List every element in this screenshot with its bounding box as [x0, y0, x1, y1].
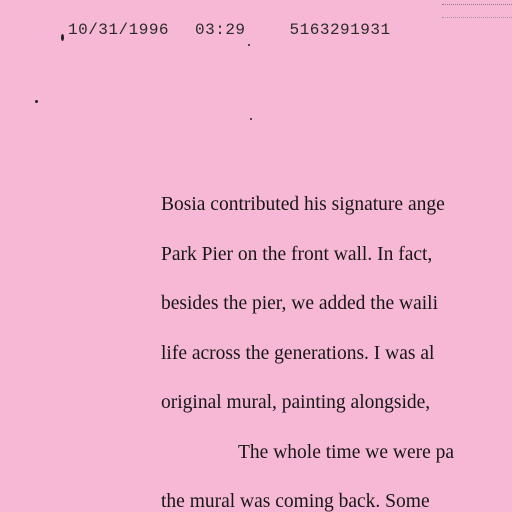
body-line: the mural was coming back. Some [161, 491, 430, 512]
body-line: besides the pier, we added the waili [161, 293, 438, 314]
fax-header [68, 21, 391, 39]
scan-speck [35, 100, 38, 103]
scan-speck [248, 44, 250, 46]
scan-speck [61, 34, 64, 41]
body-line: Park Pier on the front wall. In fact, [161, 243, 433, 265]
fax-phone-number: 5163291931 [289, 21, 391, 39]
fax-edge-noise [442, 4, 512, 18]
scan-speck [250, 118, 252, 120]
fax-time: 03:29 [195, 21, 246, 39]
body-line: original mural, painting alongside, [161, 392, 431, 413]
fax-date: 10/31/1996 [68, 21, 170, 39]
body-line-paragraph-start: The whole time we were pa [238, 441, 455, 463]
body-line: life across the generations. I was al [161, 342, 435, 364]
body-line: Bosia contributed his signature ange [161, 194, 445, 215]
document-body [161, 180, 512, 512]
